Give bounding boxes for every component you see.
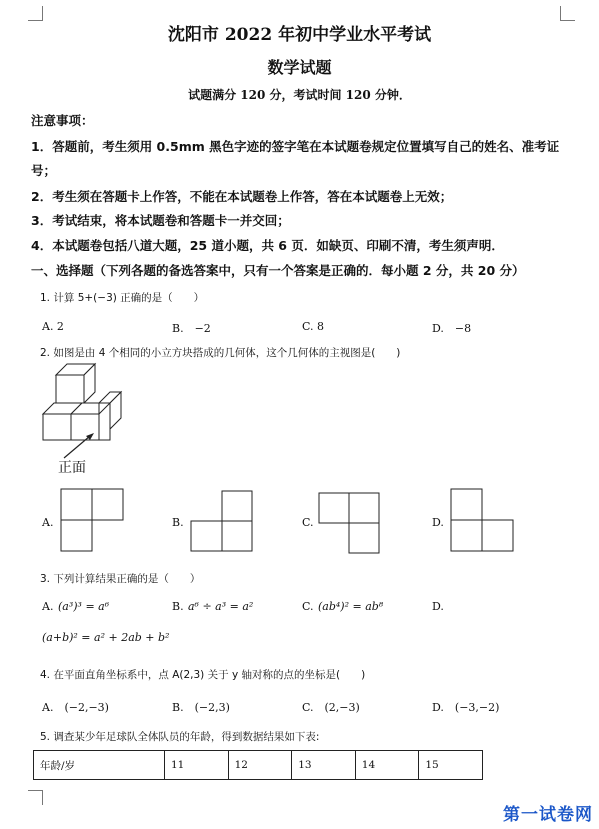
exam-info: 试题满分 120 分，考试时间 120 分钟． — [188, 88, 411, 102]
notice-header: 注意事项： — [31, 113, 94, 128]
corner-mark-top-left — [28, 6, 43, 21]
site-watermark-logo: 第一试卷网 — [503, 805, 593, 825]
question-2-option-c: C. — [302, 516, 314, 529]
question-2-option-d: D. — [432, 516, 444, 529]
subtitle: 数学试题 — [267, 58, 332, 77]
table-cell: 14 — [355, 751, 419, 780]
table-cell: 13 — [292, 751, 356, 780]
question-1-option-a: A. 2 — [42, 320, 64, 333]
table-cell: 12 — [228, 751, 292, 780]
page-title: 沈阳市 2022 年初中学业水平考试 — [167, 25, 432, 45]
question-2-stem: 2. 如图是由 4 个相同的小立方块搭成的几何体，这个几何体的主视图是( ) — [40, 347, 401, 359]
table-row — [34, 751, 483, 780]
view-option-b — [190, 490, 256, 556]
question-3-stem: 3. 下列计算结果正确的是（ ） — [40, 573, 201, 585]
question-3-option-a: A. — [42, 600, 54, 613]
question-3-expr-c: (ab⁴)² = ab⁸ — [318, 600, 384, 613]
front-arrow — [60, 430, 100, 460]
question-4-option-c: C. (2,−3) — [302, 701, 360, 714]
section-heading: 一、选择题（下列各题的备选答案中，只有一个答案是正确的．每小题 2 分，共 20 分） — [31, 263, 525, 278]
question-1-option-b: B. −2 — [172, 322, 211, 335]
notice-1: 1．答题前，考生须用 0.5mm 黑色字迹的签字笔在本试题卷规定位置填写自己的姓名、准考证 — [31, 139, 560, 154]
question-4-option-a: A. (−2,−3) — [42, 701, 109, 714]
table-cell: 15 — [419, 751, 483, 780]
question-5-stem: 5. 调查某少年足球队全体队员的年龄，得到数据结果如下表: — [40, 731, 320, 743]
question-4-option-b: B. (−2,3) — [172, 701, 230, 714]
question-1-option-c: C. 8 — [302, 320, 325, 333]
question-3-expr-b: a⁶ ÷ a³ = a² — [188, 600, 254, 613]
front-label: 正面 — [58, 460, 86, 476]
notice-4: 4．本试题卷包括八道大题，25 道小题，共 6 页．如缺页、印刷不清，考生须声明． — [31, 238, 504, 253]
question-1-option-d: D. −8 — [432, 322, 472, 335]
question-3-option-d: D. — [432, 600, 444, 613]
question-4-option-d: D. (−3,−2) — [432, 701, 500, 714]
question-3-option-b: B. — [172, 600, 184, 613]
question-4-stem: 4. 在平面直角坐标系中，点 A(2,3) 关于 y 轴对称的点的坐标是( ) — [40, 669, 366, 681]
question-2-option-a: A. — [42, 516, 54, 529]
view-option-d — [450, 488, 516, 554]
question-1-stem: 1. 计算 5+(−3) 正确的是（ ） — [40, 292, 205, 304]
table-cell: 年龄/岁 — [34, 751, 165, 780]
table-cell: 11 — [165, 751, 229, 780]
view-option-a — [60, 488, 126, 554]
notice-1-cont: 号； — [31, 163, 57, 178]
notice-3: 3．考试结束，将本试题卷和答题卡一并交回； — [31, 213, 290, 228]
question-3-option-c: C. — [302, 600, 314, 613]
corner-mark-bottom-left — [28, 790, 43, 805]
question-3-expr-a: (a³)³ = a⁶ — [58, 600, 110, 613]
corner-mark-top-right — [560, 6, 575, 21]
question-3-expr-d: (a+b)² = a² + 2ab + b² — [42, 631, 170, 644]
age-table — [33, 750, 483, 780]
question-2-option-b: B. — [172, 516, 184, 529]
notice-2: 2．考生须在答题卡上作答，不能在本试题卷上作答，答在本试题卷上无效； — [31, 189, 453, 204]
view-option-c — [318, 492, 384, 558]
